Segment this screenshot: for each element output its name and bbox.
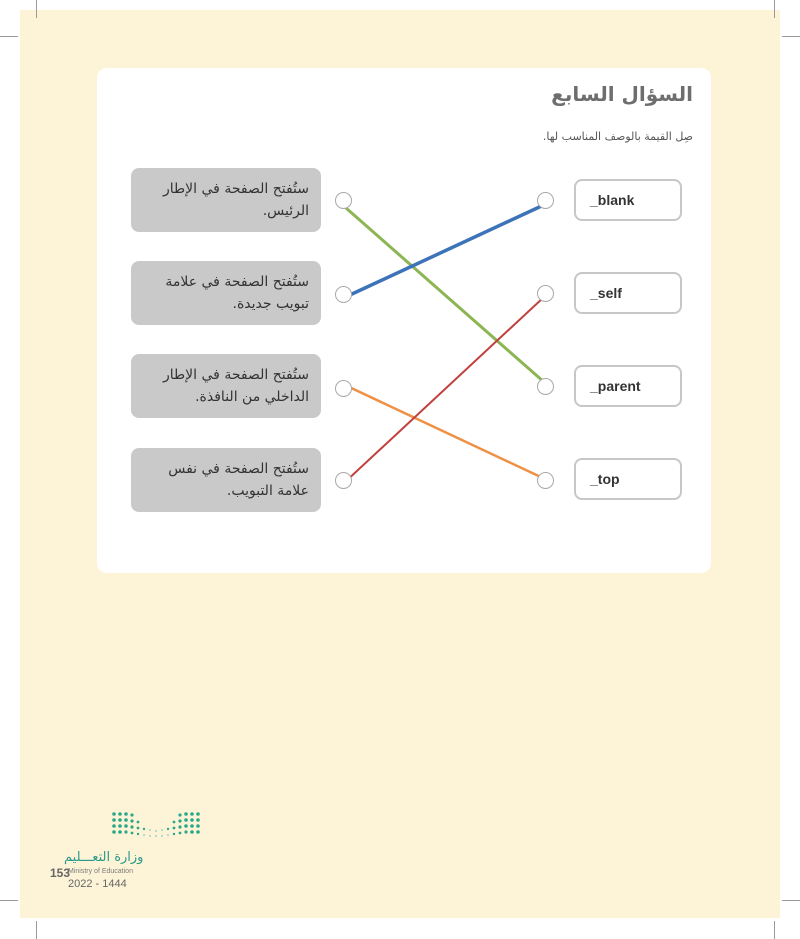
crop-mark bbox=[36, 0, 37, 18]
ministry-name-english: Ministry of Education bbox=[68, 868, 133, 875]
page-number: 153 bbox=[50, 866, 71, 880]
value-connector-dot[interactable] bbox=[537, 472, 554, 489]
edition-year: 2022 - 1444 bbox=[68, 878, 127, 890]
crop-mark bbox=[782, 36, 800, 37]
value-label: _self bbox=[590, 285, 622, 301]
connection-lines bbox=[97, 68, 711, 573]
value-connector-dot[interactable] bbox=[537, 285, 554, 302]
description-connector-dot[interactable] bbox=[335, 380, 352, 397]
ministry-name-arabic: وزارة التعـــليم bbox=[64, 850, 144, 865]
crop-mark bbox=[782, 900, 800, 901]
description-text: ستُفتح الصفحة في الإطار الداخلي من النافذة. bbox=[163, 367, 309, 405]
crop-mark bbox=[0, 36, 18, 37]
value-label: _top bbox=[590, 471, 620, 487]
ministry-logo-icon bbox=[110, 810, 202, 840]
value-connector-dot[interactable] bbox=[537, 192, 554, 209]
crop-mark bbox=[36, 921, 37, 939]
description-text: ستُفتح الصفحة في الإطار الرئيس. bbox=[163, 181, 309, 219]
description-connector-dot[interactable] bbox=[335, 286, 352, 303]
connection-line-new-tab-blank bbox=[352, 203, 548, 294]
value-label: _blank bbox=[590, 192, 635, 208]
description-connector-dot[interactable] bbox=[335, 192, 352, 209]
value-connector-dot[interactable] bbox=[537, 378, 554, 395]
description-text: ستُفتح الصفحة في نفس علامة التبويب. bbox=[168, 461, 309, 499]
crop-mark bbox=[774, 0, 775, 18]
crop-mark bbox=[774, 921, 775, 939]
connection-line-main-frame-parent bbox=[346, 208, 544, 382]
question-title: السؤال السابع bbox=[551, 82, 693, 106]
question-instruction: صِل القيمة بالوصف المناسب لها. bbox=[542, 130, 693, 143]
description-connector-dot[interactable] bbox=[335, 472, 352, 489]
question-card bbox=[97, 68, 711, 573]
description-text: ستُفتح الصفحة في علامة تبويب جديدة. bbox=[165, 274, 309, 312]
crop-mark bbox=[0, 900, 18, 901]
connection-line-inner-frame-top bbox=[347, 386, 545, 479]
connection-line-same-tab-self bbox=[344, 297, 544, 483]
value-label: _parent bbox=[590, 378, 641, 394]
